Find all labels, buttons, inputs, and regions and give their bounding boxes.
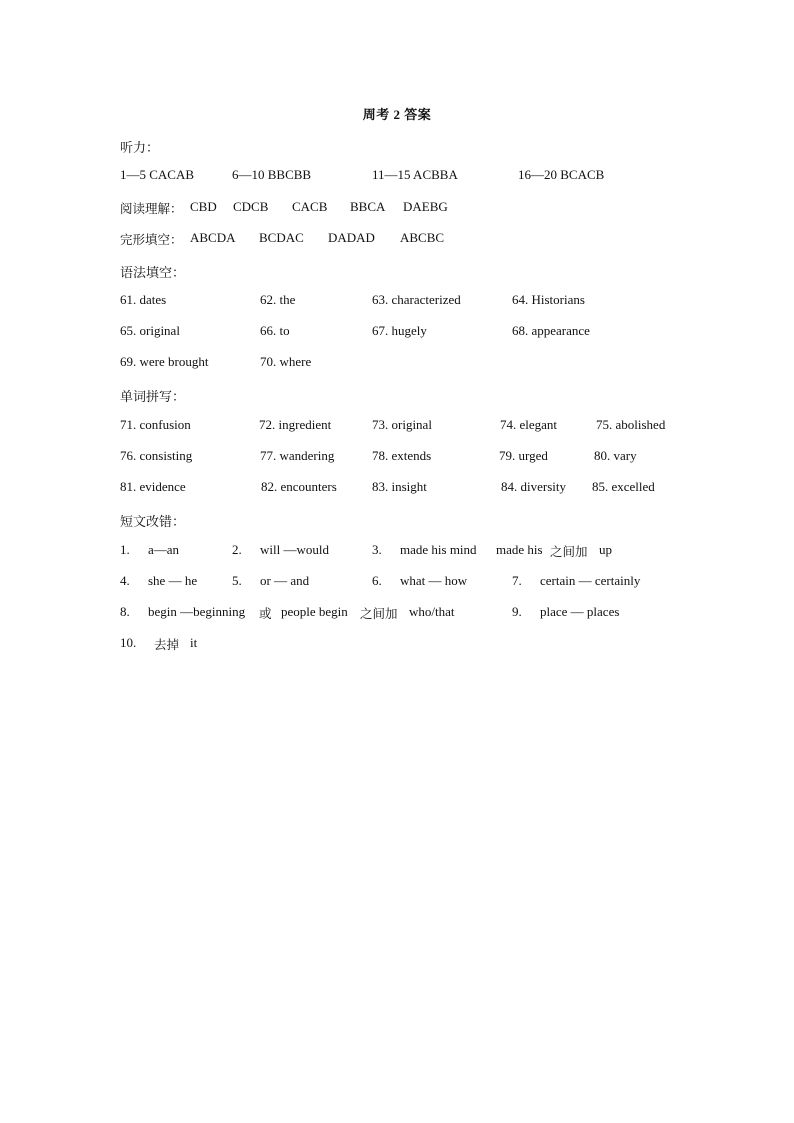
item-number: 9. [512,604,522,619]
answer-item: it [190,635,198,650]
spelling-heading: 单词拼写： [120,390,186,405]
answer-item: 76. consisting [120,448,193,463]
answer-item: made his [496,542,543,557]
answer-note: 之间加 [550,544,588,559]
answer-item: DADAD [328,230,375,245]
answer-item: she — he [148,573,198,588]
answer-item: ABCBC [400,230,445,245]
answer-item: BCDAC [259,230,304,245]
answer-item: 63. characterized [372,292,461,307]
reading-heading: 阅读理解： [120,201,183,216]
answer-item: BBCA [350,199,386,214]
answer-item: 64. Historians [512,292,585,307]
answer-item: 75. abolished [596,417,666,432]
answer-item: place — places [540,604,620,619]
answer-item: or — and [260,573,310,588]
answer-item: people begin [281,604,348,619]
item-number: 8. [120,604,130,619]
listening-heading: 听力： [120,141,160,156]
answer-item: 73. original [372,417,432,432]
answer-item: CDCB [233,199,269,214]
answer-item: 79. urged [499,448,548,463]
answer-item: 77. wandering [260,448,335,463]
answer-item: who/that [409,604,455,619]
answer-item: up [599,542,612,557]
answer-item: begin —beginning [148,604,246,619]
answer-item: what — how [400,573,468,588]
answer-item: DAEBG [403,199,448,214]
answer-item: a—an [148,542,180,557]
answer-item: 72. ingredient [259,417,332,432]
answer-item: 78. extends [372,448,432,463]
page-title: 周考 2 答案 [362,107,432,122]
answer-item: 83. insight [372,479,427,494]
correction-heading: 短文改错： [120,515,186,530]
answer-item: 74. elegant [500,417,558,432]
answer-item: CACB [292,199,328,214]
answer-note: 之间加 [360,606,398,621]
answer-item: CBD [190,199,217,214]
answer-item: 81. evidence [120,479,186,494]
answer-item: certain — certainly [540,573,641,588]
answer-item: 85. excelled [592,479,655,494]
answer-item: 11—15 ACBBA [372,167,458,182]
answer-item: 6—10 BBCBB [232,167,312,182]
answer-item: 68. appearance [512,323,590,338]
answer-item: 61. dates [120,292,167,307]
item-number: 7. [512,573,522,588]
item-number: 5. [232,573,242,588]
answer-note: 或 [259,606,272,621]
answer-note: 去掉 [154,637,180,652]
answer-item: 16—20 BCACB [518,167,605,182]
item-number: 6. [372,573,382,588]
answer-item: 80. vary [594,448,637,463]
answer-item: ABCDA [190,230,236,245]
answer-item: 65. original [120,323,180,338]
item-number: 1. [120,542,130,557]
grammar-heading: 语法填空： [120,266,186,281]
answer-item: 69. were brought [120,354,209,369]
answer-item: will —would [260,542,329,557]
answer-item: 62. the [260,292,296,307]
answer-item: 67. hugely [372,323,427,338]
item-number: 2. [232,542,242,557]
answer-item: made his mind [400,542,477,557]
cloze-heading: 完形填空： [120,232,183,247]
answer-item: 82. encounters [261,479,337,494]
answer-item: 71. confusion [120,417,191,432]
answer-item: 84. diversity [501,479,566,494]
answer-item: 66. to [260,323,290,338]
answer-item: 70. where [260,354,312,369]
item-number: 3. [372,542,382,557]
answer-item: 1—5 CACAB [120,167,195,182]
item-number: 4. [120,573,130,588]
item-number: 10. [120,635,137,650]
